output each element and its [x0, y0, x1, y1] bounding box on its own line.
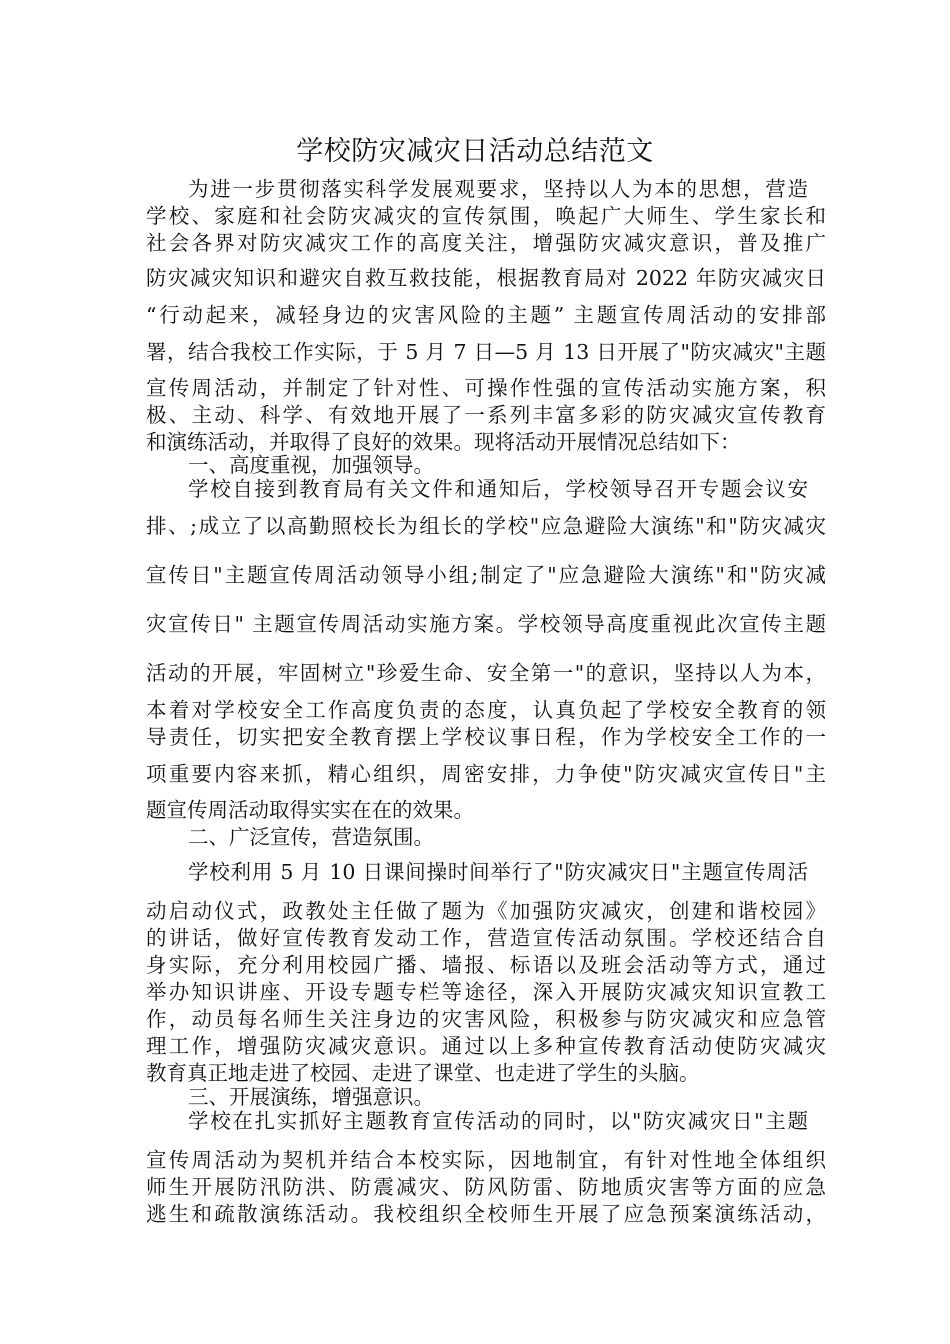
paragraph-line: 署，结合我校工作实际，于 5 月 7 日—5 月 13 日开展了"防灾减灾"主题 — [146, 340, 826, 364]
paragraph-line: 和演练活动，并取得了良好的效果。现将活动开展情况总结如下： — [146, 430, 741, 454]
paragraph-line: 为进一步贯彻落实科学发展观要求，坚持以人为本的思想，营造 — [188, 177, 808, 201]
paragraph-line: 学校自接到教育局有关文件和通知后，学校领导召开专题会议安 — [188, 477, 808, 501]
paragraph-line: 师生开展防汛防洪、防震减灾、防风防雷、防地质灾害等方面的应急 — [146, 1175, 826, 1199]
paragraph-line: 极、主动、科学、有效地开展了一系列丰富多彩的防灾减灾宣传教育 — [146, 403, 826, 427]
paragraph-line: 学校、家庭和社会防灾减灾的宣传氛围，唤起广大师生、学生家长和 — [146, 204, 826, 228]
paragraph-line: “行动起来，减轻身边的灾害风险的主题” 主题宣传周活动的安排部 — [146, 303, 826, 327]
paragraph-line: 本着对学校安全工作高度负责的态度，认真负起了学校安全教育的领 — [146, 698, 826, 722]
paragraph-line: 理工作，增强防灾减灾意识。通过以上多种宣传教育活动使防灾减灾 — [146, 1034, 826, 1058]
document-title: 学校防灾减灾日活动总结范文 — [296, 136, 654, 167]
paragraph-line: 动启动仪式，政教处主任做了题为《加强防灾减灾，创建和谐校园》 — [146, 899, 826, 923]
section-heading: 二、广泛宣传，营造氛围。 — [188, 825, 434, 849]
paragraph-line: 举办知识讲座、开设专题专栏等途径，深入开展防灾减灾知识宣教工 — [146, 980, 826, 1004]
paragraph-line: 身实际，充分利用校园广播、墙报、标语以及班会活动等方式，通过 — [146, 953, 826, 977]
paragraph-line: 教育真正地走进了校园、走进了课堂、也走进了学生的头脑。 — [146, 1061, 700, 1085]
paragraph-line: 活动的开展，牢固树立"珍爱生命、安全第一"的意识，坚持以人为本， — [146, 661, 826, 685]
paragraph-line: 宣传周活动为契机并结合本校实际，因地制宜，有针对性地全体组织 — [146, 1148, 826, 1172]
paragraph-line: 导责任，切实把安全教育摆上学校议事日程，作为学校安全工作的一 — [146, 725, 826, 749]
paragraph-line: 逃生和疏散演练活动。我校组织全校师生开展了应急预案演练活动， — [146, 1202, 826, 1226]
paragraph-line: 防灾减灾知识和避灾自救互救技能，根据教育局对 2022 年防灾减灾日 — [146, 266, 826, 290]
paragraph-line: 题宣传周活动取得实实在在的效果。 — [146, 798, 474, 822]
section-heading: 一、高度重视，加强领导。 — [188, 453, 434, 477]
section-heading: 三、开展演练，增强意识。 — [188, 1085, 434, 1109]
paragraph-line: 的讲话，做好宣传教育发动工作，营造宣传活动氛围。学校还结合自 — [146, 926, 826, 950]
paragraph-line: 学校在扎实抓好主题教育宣传活动的同时，以"防灾减灾日"主题 — [188, 1109, 808, 1133]
paragraph-line: 项重要内容来抓，精心组织，周密安排，力争使"防灾减灾宣传日"主 — [146, 762, 826, 786]
paragraph-line: 作，动员每名师生关注身边的灾害风险，积极参与防灾减灾和应急管 — [146, 1007, 826, 1031]
paragraph-line: 灾宣传日" 主题宣传周活动实施方案。学校领导高度重视此次宣传主题 — [146, 612, 826, 636]
paragraph-line: 宣传周活动，并制定了针对性、可操作性强的宣传活动实施方案，积 — [146, 376, 826, 400]
paragraph-line: 排、;成立了以高勤照校长为组长的学校"应急避险大演练"和"防灾减灾 — [146, 514, 826, 538]
paragraph-line: 学校利用 5 月 10 日课间操时间举行了"防灾减灾日"主题宣传周活 — [188, 860, 808, 884]
paragraph-line: 宣传日"主题宣传周活动领导小组;制定了"应急避险大演练"和"防灾减 — [146, 563, 826, 587]
paragraph-line: 社会各界对防灾减灾工作的高度关注，增强防灾减灾意识，普及推广 — [146, 231, 826, 255]
